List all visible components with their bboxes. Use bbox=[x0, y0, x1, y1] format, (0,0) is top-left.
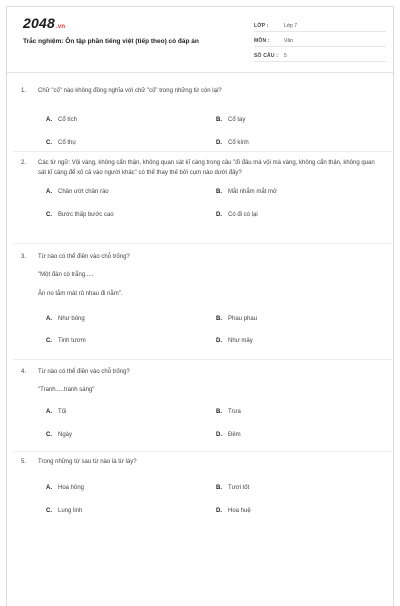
option-letter: D. bbox=[216, 432, 222, 438]
question-1 bbox=[21, 87, 383, 149]
question-text: Trong những từ sau từ nào là từ láy? bbox=[38, 459, 137, 465]
option-b[interactable] bbox=[216, 117, 245, 123]
meta-key: SỐ CÂU : bbox=[254, 53, 279, 59]
meta-row-grade bbox=[254, 19, 386, 32]
option-b[interactable] bbox=[216, 316, 257, 322]
option-text: Phau phau bbox=[228, 315, 258, 322]
question-2 bbox=[21, 159, 383, 230]
option-b[interactable] bbox=[216, 485, 249, 491]
option-letter: A. bbox=[46, 315, 52, 322]
option-text: Cổ tích bbox=[58, 116, 78, 123]
option-c[interactable] bbox=[46, 338, 86, 344]
option-letter: A. bbox=[46, 189, 52, 195]
option-letter: D. bbox=[216, 139, 222, 146]
question-number: 5. bbox=[21, 459, 27, 465]
question-number: 3. bbox=[21, 254, 27, 260]
question-quote-line: Ăn no tắm mát rủ nhau đi nằm". bbox=[38, 291, 123, 297]
option-d[interactable] bbox=[216, 508, 251, 514]
option-d[interactable] bbox=[216, 212, 258, 218]
option-letter: A. bbox=[46, 484, 52, 491]
option-text: Hoa huệ bbox=[228, 507, 251, 514]
option-text: Tươi tốt bbox=[228, 484, 250, 491]
option-a[interactable] bbox=[46, 409, 66, 415]
question-number: 4. bbox=[21, 369, 27, 375]
meta-value: Văn bbox=[284, 38, 293, 44]
question-number: 2. bbox=[21, 160, 27, 166]
option-letter: C. bbox=[46, 337, 52, 344]
option-text: Tối bbox=[58, 409, 67, 415]
question-line bbox=[21, 368, 383, 378]
option-text: Như mây bbox=[228, 337, 253, 344]
option-b[interactable] bbox=[216, 409, 241, 415]
question-3 bbox=[21, 253, 383, 352]
option-d[interactable] bbox=[216, 432, 241, 438]
divider bbox=[13, 451, 391, 452]
meta-row-count bbox=[254, 49, 386, 62]
option-text: Bước thấp bước cao bbox=[58, 212, 114, 218]
option-letter: D. bbox=[216, 337, 222, 344]
option-letter: A. bbox=[46, 116, 52, 123]
question-quote-line: "Một đàn cò trắng..... bbox=[38, 271, 94, 278]
options bbox=[38, 97, 383, 149]
option-d[interactable] bbox=[216, 338, 253, 344]
option-text: Cổ thụ bbox=[58, 139, 76, 146]
option-text: Như bông bbox=[58, 315, 85, 322]
option-letter: C. bbox=[46, 507, 52, 514]
question-text: Từ nào có thể điền vào chỗ trống? bbox=[38, 369, 130, 375]
option-letter: B. bbox=[216, 315, 222, 322]
option-text: Lung linh bbox=[58, 507, 83, 514]
meta-key: MÔN : bbox=[254, 38, 270, 44]
options bbox=[38, 178, 383, 230]
meta-key: LỚP : bbox=[254, 23, 269, 29]
option-c[interactable] bbox=[46, 212, 114, 218]
question-line bbox=[21, 253, 383, 263]
option-a[interactable] bbox=[46, 485, 84, 491]
option-text: Cổ tay bbox=[228, 116, 246, 123]
option-letter: B. bbox=[216, 484, 222, 491]
option-text: Chân ướt chân ráo bbox=[58, 189, 109, 195]
question-number: 1. bbox=[21, 88, 27, 94]
question-quote-line: "Tranh.....tranh sáng" bbox=[38, 386, 95, 393]
worksheet-page bbox=[6, 6, 394, 606]
option-a[interactable] bbox=[46, 189, 109, 195]
option-c[interactable] bbox=[46, 508, 82, 514]
option-a[interactable] bbox=[46, 117, 77, 123]
meta-value: 5 bbox=[284, 53, 287, 59]
option-letter: B. bbox=[216, 116, 222, 123]
option-c[interactable] bbox=[46, 140, 76, 146]
question-text: Từ nào có thể điền vào chỗ trống? bbox=[38, 254, 130, 260]
question-text: Chữ "cố" nào không đồng nghĩa với chữ "cố" trong những từ còn lại? bbox=[38, 88, 222, 94]
meta-value: Lớp 7 bbox=[284, 23, 298, 29]
options bbox=[38, 468, 383, 520]
page-title: Trắc nghiệm: Ôn tập phần tiếng việt (tiếp theo) có đáp án bbox=[23, 38, 199, 45]
divider bbox=[13, 359, 391, 360]
question-5 bbox=[21, 458, 383, 520]
logo-suffix: .vn bbox=[55, 24, 66, 30]
worksheet-header bbox=[7, 7, 393, 73]
logo-text: 2048 bbox=[23, 15, 55, 31]
option-letter: B. bbox=[216, 409, 222, 415]
option-a[interactable] bbox=[46, 316, 85, 322]
option-letter: B. bbox=[216, 189, 222, 195]
divider bbox=[13, 151, 391, 152]
option-letter: C. bbox=[46, 139, 52, 146]
site-logo[interactable] bbox=[23, 15, 65, 31]
option-text: Hoa hồng bbox=[58, 484, 85, 491]
meta-row-subject bbox=[254, 34, 386, 47]
question-line bbox=[21, 159, 383, 178]
question-line bbox=[21, 458, 383, 468]
option-text: Mắt nhắm mắt mở bbox=[228, 189, 277, 195]
option-letter: C. bbox=[46, 432, 52, 438]
meta-info bbox=[254, 19, 386, 64]
option-text: Ngày bbox=[58, 432, 73, 438]
options bbox=[38, 300, 383, 352]
options bbox=[38, 395, 383, 447]
option-c[interactable] bbox=[46, 432, 72, 438]
option-d[interactable] bbox=[216, 140, 249, 146]
option-text: Cổ kính bbox=[228, 139, 249, 146]
option-letter: A. bbox=[46, 409, 52, 415]
option-b[interactable] bbox=[216, 189, 277, 195]
question-line bbox=[21, 87, 383, 97]
question-4 bbox=[21, 368, 383, 447]
option-text: Tinh tươm bbox=[58, 337, 86, 344]
option-letter: C. bbox=[46, 212, 52, 218]
question-text: Các từ ngữ: Vội vàng, không cẩn thận, không quan sát kĩ càng trong câu "đi đâu mà vội mà vàng, không cẩn thận, không quan sát kĩ càng để xô cả vào người khác" có thể thay thế bởi cụm nào dưới đây? bbox=[38, 160, 375, 176]
option-text: Có đi có lại bbox=[228, 212, 258, 218]
option-text: Trưa bbox=[228, 409, 241, 415]
option-letter: D. bbox=[216, 212, 222, 218]
divider bbox=[13, 243, 391, 244]
option-letter: D. bbox=[216, 507, 222, 514]
option-text: Đêm bbox=[228, 432, 241, 438]
